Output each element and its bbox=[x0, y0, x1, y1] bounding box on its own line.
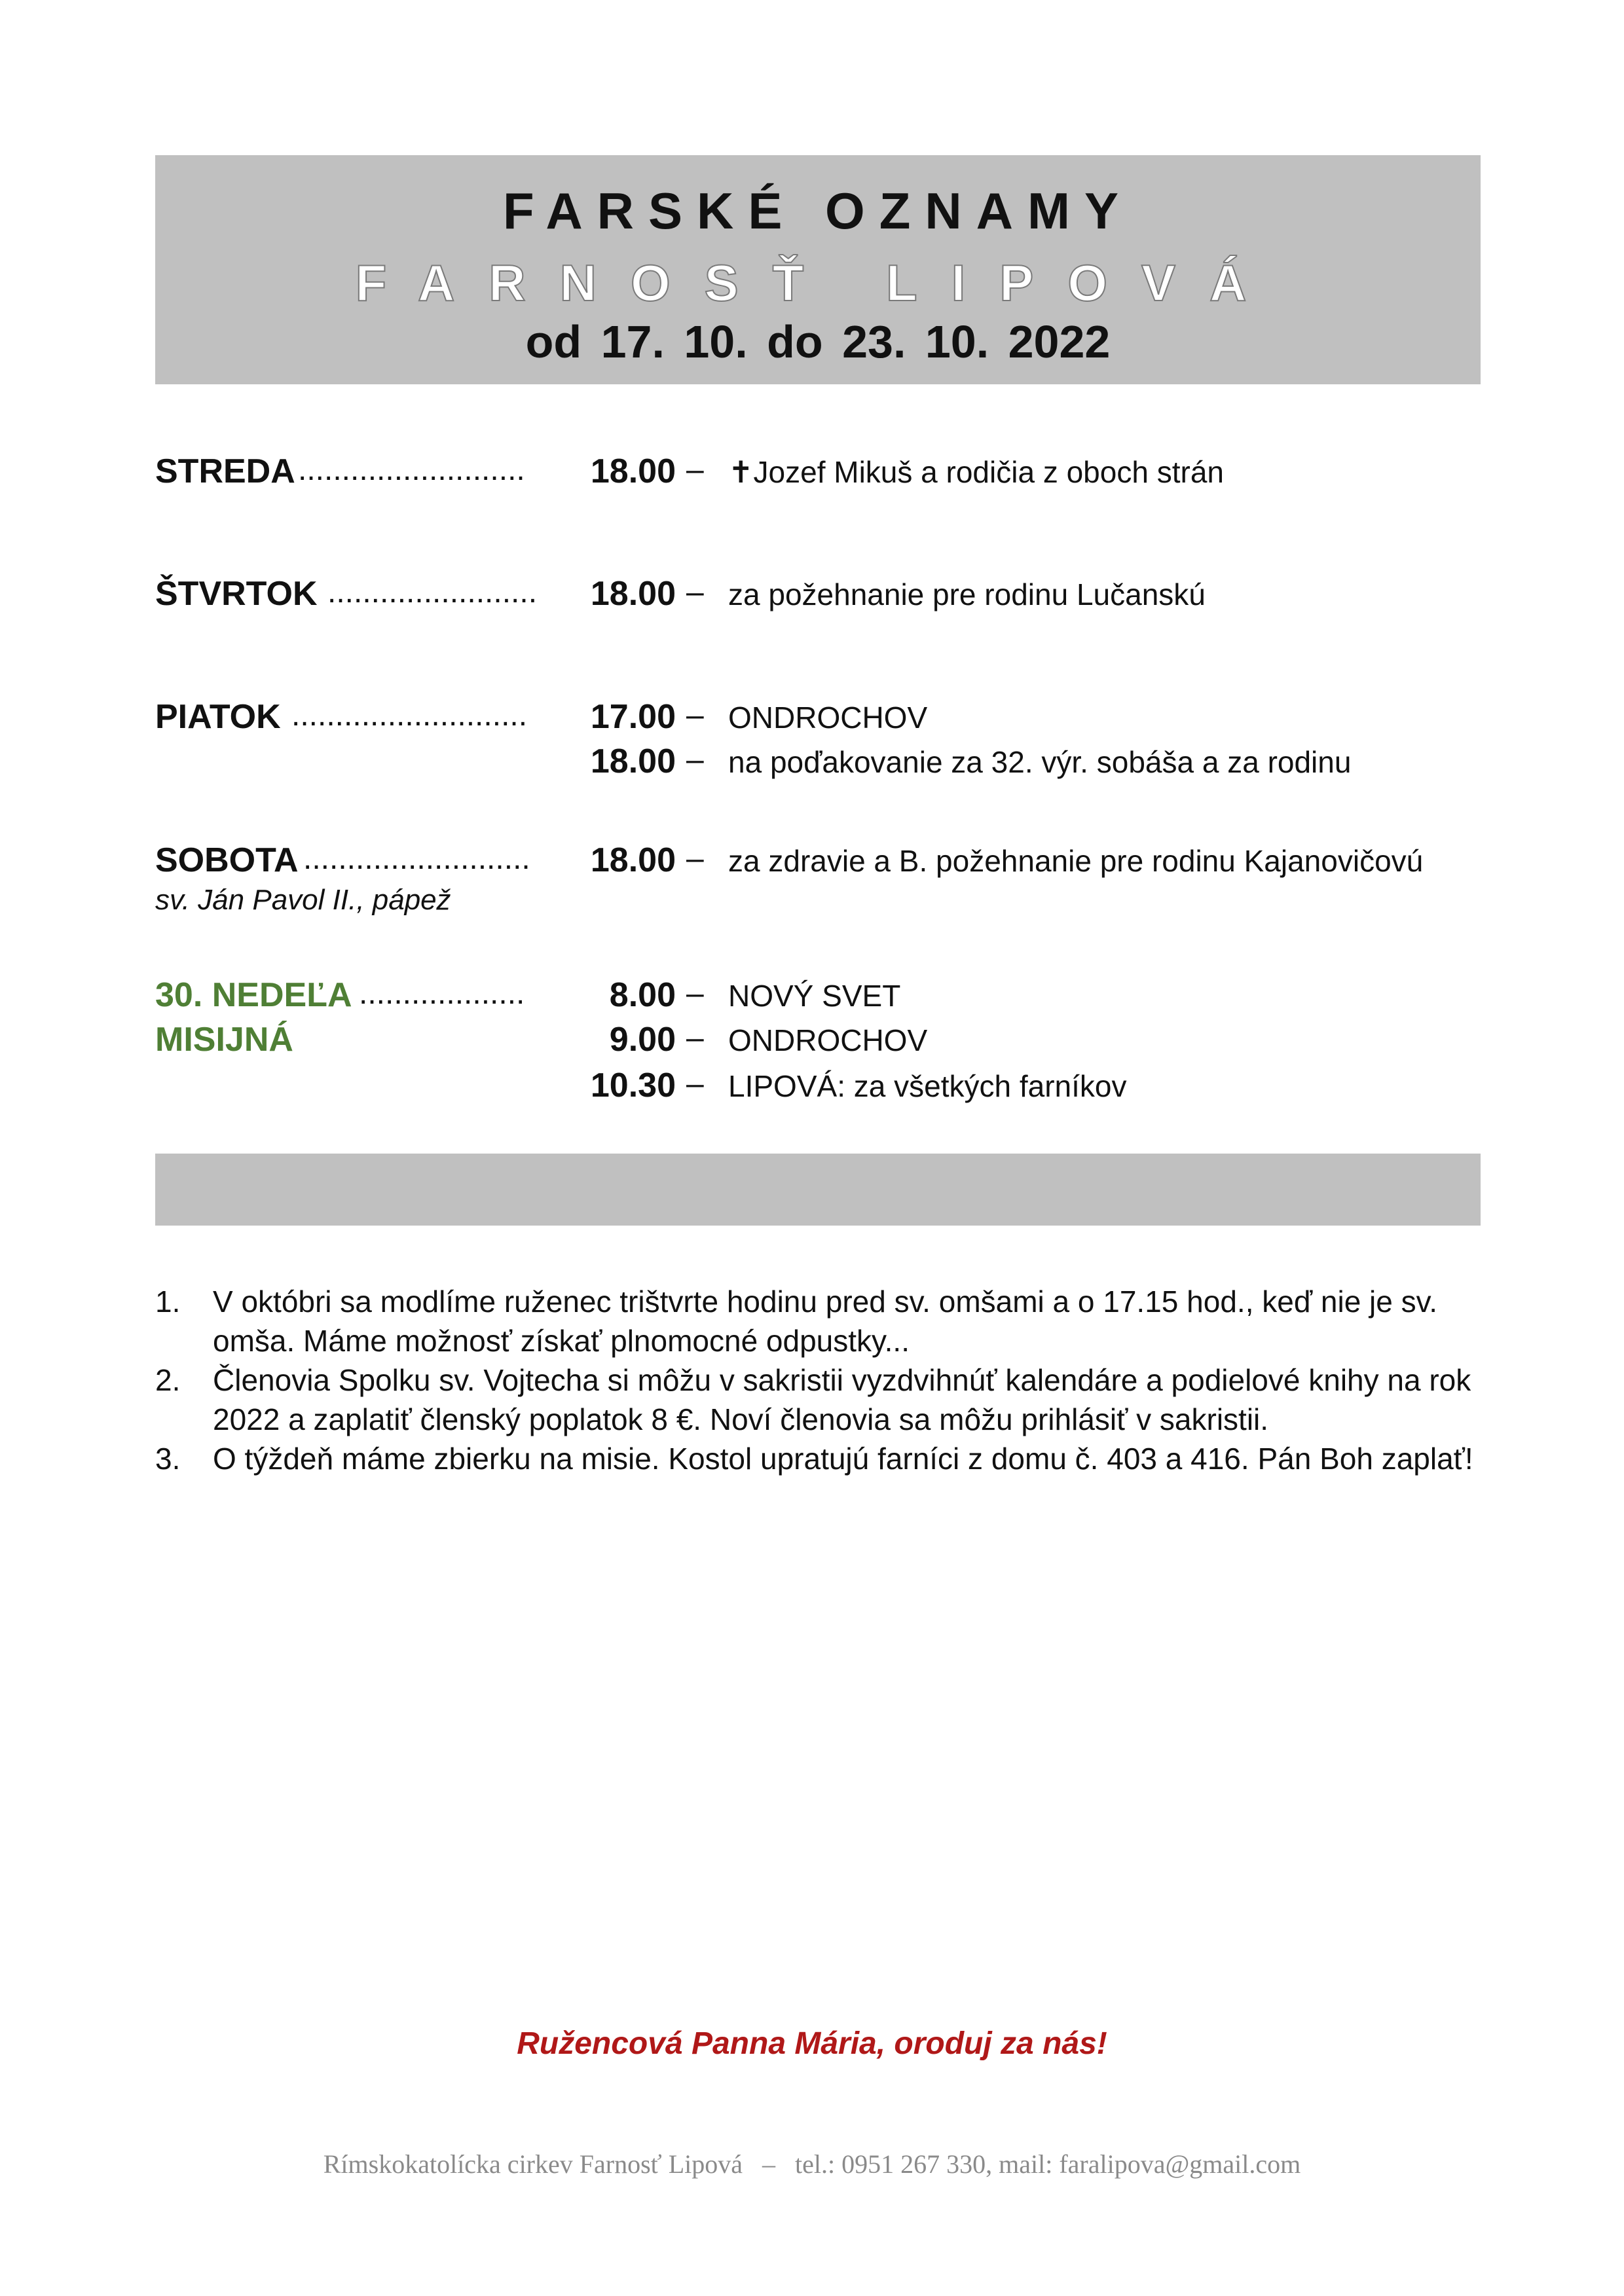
mass-intention: za zdravie a B. požehnanie pre rodinu Kajanovičovú bbox=[728, 844, 1424, 878]
schedule-row-friday bbox=[0, 697, 1624, 743]
mass-time: 18.00 bbox=[590, 841, 676, 879]
mass-intention: na poďakovanie za 32. výr. sobáša a za rodinu bbox=[728, 745, 1352, 779]
day-label: 30. NEDEĽA bbox=[155, 976, 352, 1014]
mass-intention: NOVÝ SVET bbox=[728, 979, 901, 1013]
notices-list bbox=[155, 1282, 1481, 1478]
dash: – bbox=[686, 742, 704, 777]
dash: – bbox=[686, 841, 704, 876]
mass-time: 18.00 bbox=[590, 742, 676, 780]
mass-time: 10.30 bbox=[590, 1066, 676, 1104]
day-sublabel: MISIJNÁ bbox=[155, 1021, 293, 1059]
footer-contact: Rímskokatolícka cirkev Farnosť Lipová – tel.: 0951 267 330, mail: faralipova@gmail.com bbox=[323, 2149, 1301, 2179]
schedule-row-friday-2 bbox=[0, 742, 1624, 788]
list-item bbox=[155, 1360, 1481, 1439]
item-number: 1. bbox=[155, 1285, 181, 1319]
closing-prayer: Ružencová Panna Mária, oroduj za nás! bbox=[517, 2026, 1107, 2061]
mass-intention: ONDROCHOV bbox=[728, 1023, 928, 1057]
list-item bbox=[155, 1282, 1481, 1360]
day-label: STREDA bbox=[155, 452, 295, 490]
item-text: Členovia Spolku sv. Vojtecha si môžu v sakristii vyzdvihnúť kalendáre a podielové knihy na rok 2022 a zaplatiť členský poplatok 8 €. Noví členovia sa môžu prihlásiť v sakristii. bbox=[213, 1363, 1471, 1436]
mass-time: 17.00 bbox=[590, 698, 676, 736]
list-item bbox=[155, 1439, 1481, 1478]
day-label: PIATOK bbox=[155, 698, 281, 736]
dot-leader: ........................ bbox=[327, 575, 538, 610]
separator-bar bbox=[155, 1154, 1481, 1226]
mass-intention: ONDROCHOV bbox=[728, 701, 928, 735]
mass-time: 18.00 bbox=[590, 452, 676, 490]
mass-time: 18.00 bbox=[590, 575, 676, 613]
mass-intention: LIPOVÁ: za všetkých farníkov bbox=[728, 1069, 1127, 1103]
day-label: SOBOTA bbox=[155, 841, 299, 879]
day-label: ŠTVRTOK bbox=[155, 575, 318, 613]
schedule-row-sunday bbox=[0, 975, 1624, 1021]
item-text: V októbri sa modlíme ruženec trištvrte hodinu pred sv. omšami a o 17.15 hod., keď nie je sv. omša. Máme možnosť získať plnomocné odpustky... bbox=[213, 1285, 1438, 1358]
dot-leader: .......................... bbox=[303, 841, 530, 876]
dash: – bbox=[686, 1066, 704, 1101]
dot-leader: .......................... bbox=[298, 452, 525, 487]
parish-name: FARNOSŤ LIPOVÁ bbox=[355, 254, 1281, 312]
dash: – bbox=[686, 575, 704, 610]
schedule-row-thursday bbox=[0, 574, 1624, 620]
dash: – bbox=[686, 698, 704, 733]
header-banner bbox=[155, 155, 1481, 384]
item-number: 3. bbox=[155, 1442, 181, 1476]
feast-row bbox=[0, 884, 1624, 930]
date-range: od 17. 10. do 23. 10. 2022 bbox=[525, 316, 1111, 367]
dash: – bbox=[686, 976, 704, 1011]
mass-intention: za požehnanie pre rodinu Lučanskú bbox=[728, 577, 1206, 611]
item-number: 2. bbox=[155, 1363, 181, 1397]
mass-time: 9.00 bbox=[609, 1021, 676, 1059]
dash: – bbox=[686, 1021, 704, 1055]
mass-intention: ✝Jozef Mikuš a rodičia z oboch strán bbox=[728, 455, 1224, 489]
schedule-row-saturday bbox=[0, 841, 1624, 886]
mass-time: 8.00 bbox=[609, 976, 676, 1014]
page-title: FARSKÉ OZNAMY bbox=[502, 182, 1134, 240]
dot-leader: ................... bbox=[359, 976, 525, 1011]
schedule-row-wednesday bbox=[0, 452, 1624, 498]
schedule-row-sunday-3 bbox=[0, 1066, 1624, 1112]
item-text: O týždeň máme zbierku na misie. Kostol upratujú farníci z domu č. 403 a 416. Pán Boh zaplať! bbox=[213, 1442, 1473, 1476]
dot-leader: ........................... bbox=[291, 698, 528, 733]
dash: – bbox=[686, 452, 704, 487]
feast-label: sv. Ján Pavol II., pápež bbox=[155, 884, 451, 916]
schedule-row-sunday-2 bbox=[0, 1020, 1624, 1066]
